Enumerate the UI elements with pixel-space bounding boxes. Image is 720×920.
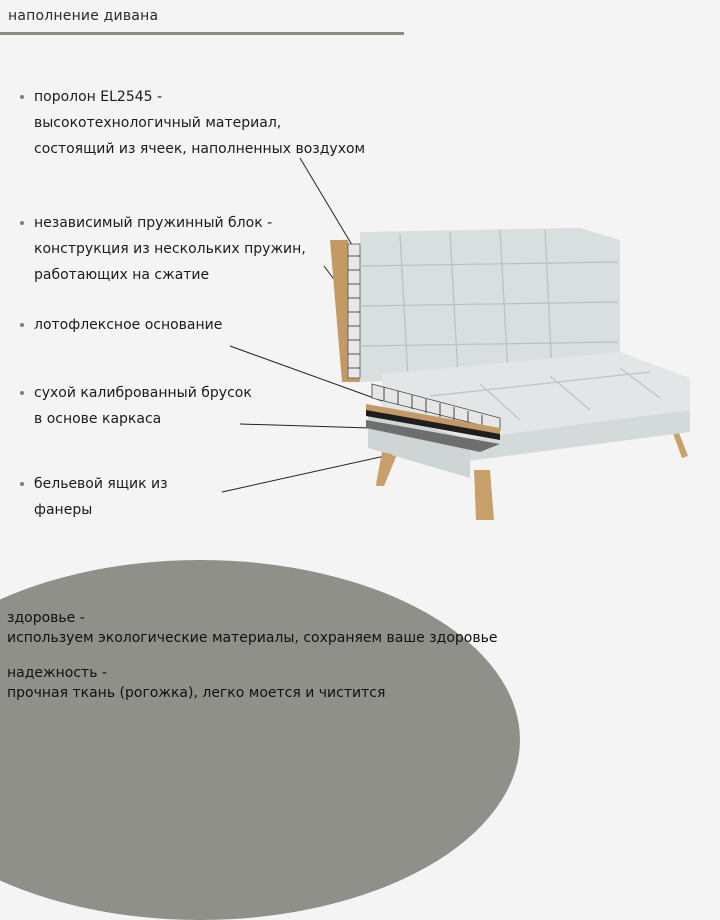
spring-column-back: [348, 244, 360, 378]
feature-linen-box-text: бельевой ящик из фанеры: [34, 476, 168, 518]
feature-spring-block-text: независимый пружинный блок - конструкция из нескольких пружин, работающих на сжатие: [34, 215, 306, 283]
health-title: здоровье -: [7, 610, 85, 626]
feature-slat-base-text: лотофлексное основание: [34, 317, 223, 333]
health-text: используем экологические материалы, сохраняем ваше здоровье: [7, 630, 498, 646]
reliability-text: прочная ткань (рогожка), легко моется и чистится: [7, 685, 386, 701]
feature-frame-bar-text: сухой калиброванный брусок в основе каркаса: [34, 385, 252, 427]
feature-foam-text: поролон EL2545 - высокотехнологичный материал, состоящий из ячеек, наполненных воздухом: [34, 89, 366, 157]
page-title: наполнение дивана: [8, 8, 159, 24]
reliability-title: надежность -: [7, 665, 107, 681]
front-right-leg: [474, 470, 494, 520]
